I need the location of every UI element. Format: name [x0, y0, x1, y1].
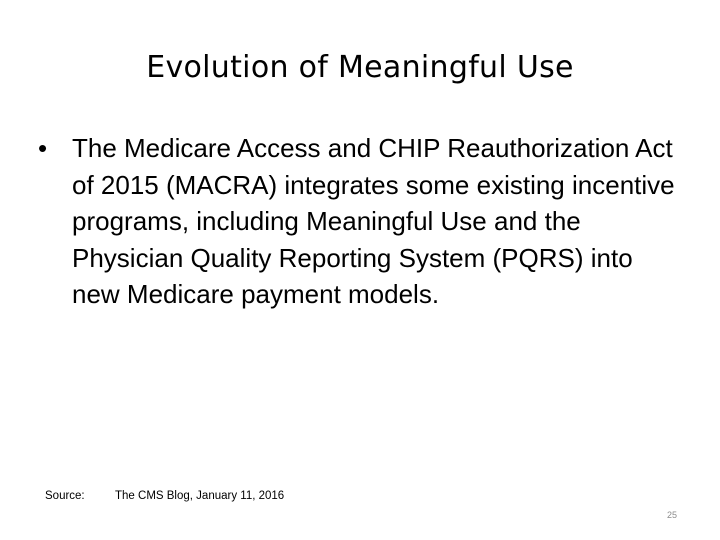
bullet-item: [38, 130, 678, 313]
source-citation: [45, 489, 284, 503]
bullet-list: [38, 130, 678, 313]
bullet-marker: •: [38, 133, 48, 163]
slide-number: 25: [666, 510, 677, 520]
source-label: Source:: [45, 490, 85, 502]
slide-title: Evolution of Meaningful Use: [146, 50, 574, 85]
bullet-text: The Medicare Access and CHIP Reauthorization Act of 2015 (MACRA) integrates some existing incentive programs, including Meaningful Use and the Physician Quality Reporting System (PQRS) into new Medicare payment models.: [72, 133, 675, 309]
source-text: The CMS Blog, January 11, 2016: [115, 490, 285, 502]
